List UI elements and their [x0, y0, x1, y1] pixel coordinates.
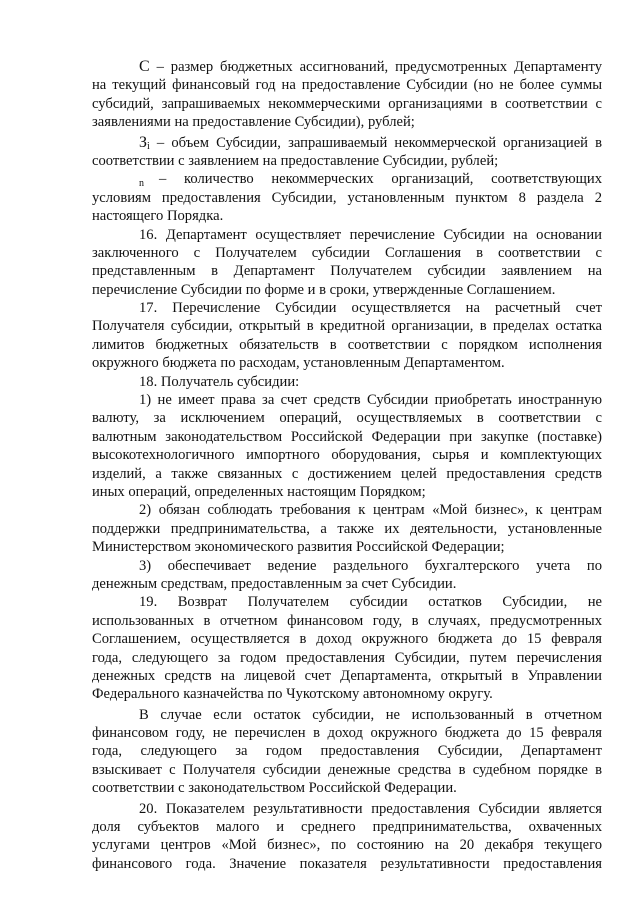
text-line: соответствии с заявлением на предоставление Субсидии, рублей;	[92, 152, 499, 169]
text-line: высокотехнологичного импортного оборудования, сырья и комплектующих	[92, 447, 602, 464]
text-line: изделий, а также связанных с достижением целей предоставления средств	[92, 465, 602, 482]
text-line: использованных в отчетном финансовом году, в случаях, предусмотренных	[92, 612, 602, 629]
text-line: настоящего Порядка.	[92, 208, 224, 225]
text-line: Министерством экономического развития Российской Федерации;	[92, 539, 505, 556]
text-line: соответствии с законодательством Российской Федерации.	[92, 780, 457, 797]
text-line: года, следующего за годом предоставления Субсидии, Департамент	[92, 743, 602, 760]
text-line: взыскивает с Получателя субсидии денежные средства в судебном порядке в	[92, 761, 602, 778]
text-line: заявлениями на предоставление Субсидии), рублей;	[92, 114, 415, 131]
paragraph-17: 17. Перечисление Субсидии осуществляется на расчетный счет	[139, 300, 602, 317]
paragraph-18-item-1: 1) не имеет права за счет средств Субсидии приобретать иностранную	[139, 392, 602, 409]
text-line: финансовом году, не перечислен в доход окружного бюджета до 15 февраля	[92, 725, 602, 742]
text-line: условиям предоставления Субсидии, установленным пунктом 8 раздела 2	[92, 189, 602, 206]
text-line: финансового года. Значение показателя результативности предоставления	[92, 855, 602, 872]
paragraph-18-item-3: 3) обеспечивает ведение раздельного бухгалтерского учета по	[139, 557, 602, 574]
formula-term-z-line: $З_i$ – объем Субсидии, запрашиваемый некоммерческой организацией в	[139, 133, 602, 152]
text-line: окружного бюджета по расходам, установленным Департаментом.	[92, 355, 505, 372]
paragraph-19-part-2: В случае если остаток субсидии, не использованный в отчетном	[139, 706, 602, 723]
text-line: на текущий финансовый год на предоставление Субсидии (но не более суммы	[92, 77, 602, 94]
formula-term-c-line: C – размер бюджетных ассигнований, предусмотренных Департаменту	[139, 58, 602, 75]
text-line: валютным законодательством Российской Федерации при закупке (поставке)	[92, 428, 602, 445]
text-line: заключенного с Получателем субсидии Соглашения в соответствии с	[92, 244, 602, 261]
formula-symbol-n: n	[139, 178, 144, 189]
text-line: Соглашением, осуществляется в доход окружного бюджета до 15 февраля	[92, 631, 602, 648]
text-line: поддержки предпринимательства, а также их деятельности, установленные	[92, 520, 602, 537]
paragraph-20: 20. Показателем результативности предоставления Субсидии является	[139, 800, 602, 817]
text-line: лимитов бюджетных обязательств в соответствии с порядком исполнения	[92, 336, 602, 353]
paragraph-16: 16. Департамент осуществляет перечисление Субсидии на основании	[139, 226, 602, 243]
text-line: иных операций, определенных настоящим Порядком;	[92, 483, 426, 500]
paragraph-19: 19. Возврат Получателем субсидии остатков Субсидии, не	[139, 594, 602, 611]
text-line: услугами центров «Мой бизнес», по состоянию на 20 декабря текущего	[92, 837, 602, 854]
formula-term-n-line: n – количество некоммерческих организаций, соответствующих	[92, 170, 602, 188]
paragraph-18: 18. Получатель субсидии:	[139, 373, 300, 390]
text-line: доля субъектов малого и среднего предпринимательства, охваченных	[92, 819, 602, 836]
text-line: перечисление Субсидии по форме и в сроки, утвержденные Соглашением.	[92, 281, 556, 298]
text-line: Федерального казначейства по Чукотскому автономному округу.	[92, 686, 493, 703]
text-line: Получателя субсидии, открытый в кредитной организации, в пределах остатка	[92, 318, 602, 335]
text-line: года, следующего за годом предоставления Субсидии, путем перечисления	[92, 649, 602, 666]
text-line: субсидий, запрашиваемых некоммерческими организациями в соответствии с	[92, 95, 602, 112]
formula-subscript-i: i	[147, 140, 150, 152]
formula-symbol-z: З	[139, 133, 148, 151]
text-line: валюту, за исключением операций, осуществляемых в соответствии с	[92, 410, 602, 427]
text-line: представленным в Департамент Получателем субсидии заявлением на	[92, 263, 602, 280]
text-line: денежным средствам, предоставленным за счет Субсидии.	[92, 575, 457, 592]
paragraph-18-item-2: 2) обязан соблюдать требования к центрам «Мой бизнес», к центрам	[139, 502, 602, 519]
formula-symbol-c: C	[139, 58, 150, 75]
text-line: денежных средств на лицевой счет Департамента, открытый в Управлении	[92, 667, 602, 684]
